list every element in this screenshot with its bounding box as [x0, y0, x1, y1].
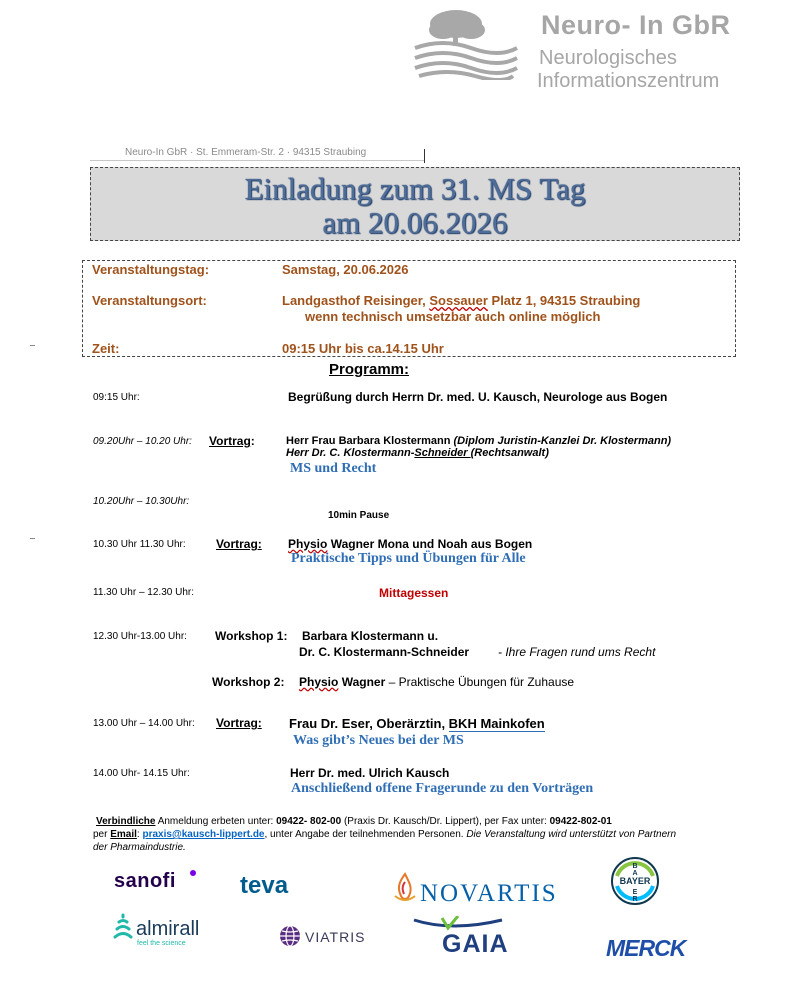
session-time: 12.30 Uhr-13.00 Uhr: [93, 631, 187, 642]
bayer-vertical-letter: E [632, 889, 638, 896]
workshop-speaker: Physio Wagner – Praktische Übungen für Zuhause [299, 675, 575, 689]
viatris-globe-icon [278, 924, 302, 948]
margin-mark [30, 345, 35, 346]
day-value: Samstag, 20.06.2026 [282, 262, 409, 277]
margin-mark [30, 538, 35, 539]
bayer-horizontal-text: BAYER [619, 876, 651, 886]
gaia-logo: GAIA [442, 930, 509, 958]
brand-subtitle: Informationszentrum [537, 70, 720, 92]
bayer-cross-logo [610, 856, 660, 906]
invitation-title: Einladung zum 31. MS Tag [244, 171, 586, 206]
place-value: Landgasthof Reisinger, Sossauer Platz 1, 94315 Straubing [282, 293, 641, 308]
session-topic: Praktische Tipps und Übungen für Alle [291, 551, 526, 566]
workshop-label: Workshop 2: [212, 675, 285, 689]
session-type: Vortrag: [209, 434, 255, 448]
lunch-break: Mittagessen [379, 586, 449, 600]
sender-address: Neuro-In GbR · St. Emmeram-Str. 2 · 94315 Straubing [125, 147, 367, 158]
session-time: 10.30 Uhr 11.30 Uhr: [93, 539, 186, 550]
neuro-in-logo [413, 4, 521, 80]
place-note: wenn technisch umsetzbar auch online möglich [305, 309, 601, 324]
place-label: Veranstaltungsort: [92, 293, 207, 308]
session-speaker: Herr Frau Barbara Klostermann (Diplom Juristin-Kanzlei Dr. Klostermann) [286, 435, 672, 447]
almirall-tagline: feel the science [137, 940, 186, 947]
registration-line: der Pharmaindustrie. [93, 842, 186, 853]
almirall-logo: almirall [136, 918, 200, 940]
novartis-logo: NOVARTIS [420, 880, 558, 907]
session-topic: Was gibt’s Neues bei der MS [293, 733, 464, 748]
merck-logo: MERCK [606, 935, 686, 961]
session-time: 09:15 Uhr: [93, 392, 140, 403]
session-type: Vortrag: [216, 716, 262, 730]
session-speaker: Herr Dr. med. Ulrich Kausch [290, 766, 450, 780]
brand-subtitle: Neurologisches [539, 47, 677, 69]
session-type: Vortrag: [216, 537, 262, 551]
novartis-flame-icon [393, 872, 417, 904]
viatris-logo: VIATRIS [305, 929, 366, 945]
bayer-vertical-letter: A [632, 870, 638, 877]
bayer-vertical-letter: B [632, 863, 638, 870]
time-value: 09:15 Uhr bis ca.14.15 Uhr [282, 341, 444, 356]
sanofi-dot-icon [190, 870, 196, 876]
sanofi-logo: sanofi [114, 870, 176, 892]
session-time: 10.20Uhr – 10.30Uhr: [93, 496, 190, 507]
bayer-vertical-letter: R [632, 896, 638, 903]
session-text: 10min Pause [328, 510, 390, 521]
workshop-label: Workshop 1: [215, 629, 288, 643]
workshop-speaker: Barbara Klostermann u. [302, 629, 439, 643]
session-time: 13.00 Uhr – 14.00 Uhr: [93, 718, 195, 729]
session-speaker: Herr Dr. C. Klostermann-Schneider (Rechtsanwalt) [286, 447, 549, 459]
workshop-topic: - Ihre Fragen rund ums Recht [498, 645, 656, 659]
brand-name: Neuro- In GbR [541, 10, 731, 40]
teva-logo: teva [240, 872, 289, 899]
time-label: Zeit: [92, 341, 120, 356]
day-label: Veranstaltungstag: [92, 262, 210, 277]
text-cursor [424, 149, 425, 163]
registration-line: per Email: praxis@kausch-lippert.de, unter Angabe der teilnehmenden Personen. Die Veranstaltung wird unterstützt von Partnern [93, 829, 677, 840]
address-divider [90, 160, 425, 161]
session-topic: Anschließend offene Fragerunde zu den Vorträgen [291, 781, 594, 796]
session-topic: MS und Recht [290, 461, 377, 476]
session-speaker: Physio Wagner Mona und Noah aus Bogen [288, 537, 533, 551]
email-link[interactable]: praxis@kausch-lippert.de [142, 829, 265, 840]
workshop-speaker: Dr. C. Klostermann-Schneider [299, 645, 470, 659]
almirall-icon [112, 913, 134, 945]
session-time: 14.00 Uhr- 14.15 Uhr: [93, 768, 190, 779]
session-speaker: Frau Dr. Eser, Oberärztin, BKH Mainkofen [289, 716, 545, 731]
session-time: 09.20Uhr – 10.20 Uhr: [93, 436, 192, 447]
invitation-date: am 20.06.2026 [322, 205, 508, 240]
program-heading: Programm: [329, 361, 410, 378]
session-time: 11.30 Uhr – 12.30 Uhr: [93, 587, 194, 598]
registration-line: Verbindliche Anmeldung erbeten unter: 09422- 802-00 (Praxis Dr. Kausch/Dr. Lippert), per Fax unter: 09422-802-01 [96, 816, 612, 827]
session-text: Begrüßung durch Herrn Dr. med. U. Kausch, Neurologe aus Bogen [288, 390, 668, 404]
